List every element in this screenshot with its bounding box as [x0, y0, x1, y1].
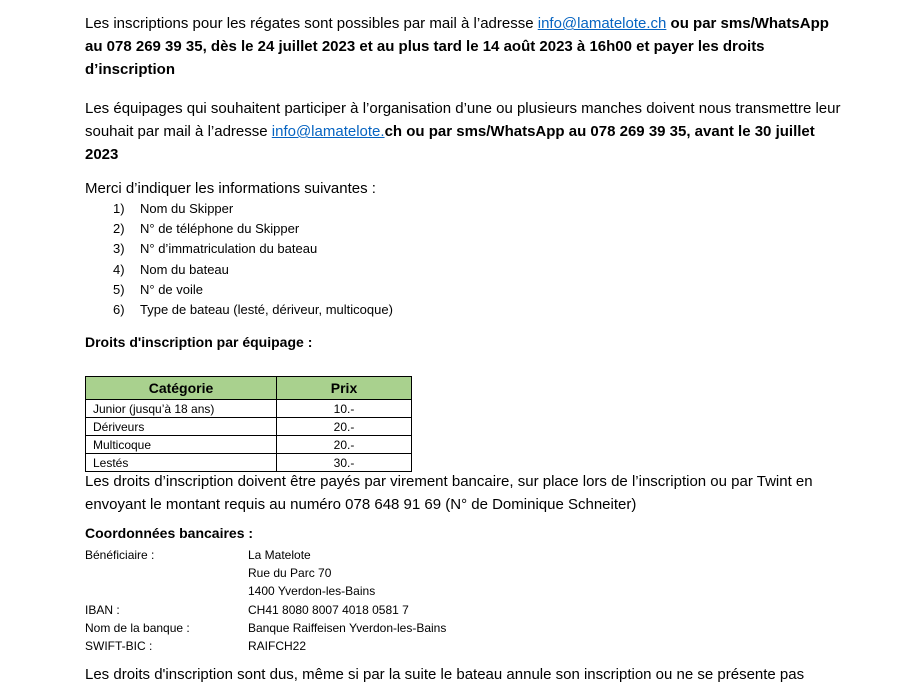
- beneficiary-row: [85, 546, 446, 564]
- iban-value: CH41 8080 8007 4018 0581 7: [248, 602, 409, 617]
- iban-label: IBAN :: [85, 602, 120, 617]
- registration-paragraph: [85, 12, 845, 81]
- organisation-bold-text: ch ou par sms/WhatsApp au 078 269 39 35, avant le 30 juillet 2023: [85, 123, 815, 163]
- info-list: [113, 199, 393, 320]
- registration-bold-text: ou par sms/WhatsApp au 078 269 39 35, dès le 24 juillet 2023 et au plus tard le 14 août 2023 à 16h00 et payer les droits d’inscription: [85, 15, 829, 78]
- category-cell: Lestés: [86, 454, 277, 472]
- price-column-header: Prix: [277, 377, 412, 400]
- list-item: 1) Nom du Skipper: [113, 201, 234, 216]
- list-item: 2) N° de téléphone du Skipper: [113, 221, 300, 237]
- iban-row: [85, 601, 446, 619]
- table-header-row: [86, 377, 412, 400]
- beneficiary-name: La Matelote: [248, 548, 311, 562]
- info-request-text: Merci d’indiquer les informations suivantes :: [85, 180, 376, 197]
- category-cell: Multicoque: [86, 436, 277, 454]
- fees-table: [85, 376, 412, 472]
- bank-details: [85, 546, 446, 655]
- price-cell: 20.-: [277, 436, 412, 454]
- bank-heading: Coordonnées bancaires :: [85, 525, 254, 541]
- beneficiary-city-row: [85, 582, 446, 600]
- organisation-paragraph: [85, 97, 845, 166]
- table-row: [86, 436, 412, 454]
- beneficiary-city: 1400 Yverdon-les-Bains: [248, 584, 376, 599]
- list-item: 6) Type de bateau (lesté, dériveur, multicoque): [113, 302, 393, 318]
- category-column-header: Catégorie: [86, 377, 277, 400]
- registration-text: Les inscriptions pour les régates sont possibles par mail à l’adresse: [85, 15, 538, 32]
- bank-name-row: [85, 619, 446, 637]
- list-item: 4) Nom du bateau: [113, 261, 229, 277]
- price-cell: 20.-: [277, 418, 412, 436]
- payment-paragraph: Les droits d’inscription doivent être payés par virement bancaire, sur place lors de l’inscription ou par Twint en envoyant le montant requis au numéro 078 648 91 69 (N° de Dominique Schneiter): [85, 473, 813, 513]
- list-item: 5) N° de voile: [113, 281, 204, 297]
- email-link-2[interactable]: info@lamatelote.: [271, 123, 385, 140]
- swift-label: SWIFT-BIC :: [85, 639, 153, 654]
- table-row: [86, 400, 412, 418]
- table-row: [86, 454, 412, 472]
- bank-name-value: Banque Raiffeisen Yverdon-les-Bains: [248, 620, 447, 635]
- price-cell: 10.-: [277, 400, 412, 418]
- beneficiary-street: Rue du Parc 70: [248, 566, 332, 581]
- beneficiary-label: Bénéficiaire :: [85, 548, 155, 562]
- swift-row: [85, 637, 446, 655]
- category-cell: Junior (jusqu’à 18 ans): [86, 400, 277, 418]
- table-row: [86, 418, 412, 436]
- bank-name-label: Nom de la banque :: [85, 620, 190, 635]
- fees-heading: Droits d'inscription par équipage :: [85, 334, 313, 350]
- category-cell: Dériveurs: [86, 418, 277, 436]
- cancellation-paragraph: Les droits d'inscription sont dus, même si par la suite le bateau annule son inscription ou ne se présente pas: [85, 666, 805, 683]
- organisation-text: Les équipages qui souhaitent participer à l’organisation d’une ou plusieurs manches doivent nous transmettre leur souhait par mail à l’adresse: [85, 100, 841, 140]
- swift-value: RAIFCH22: [248, 639, 307, 654]
- beneficiary-street-row: [85, 564, 446, 582]
- price-cell: 30.-: [277, 454, 412, 472]
- email-link[interactable]: info@lamatelote.ch: [537, 15, 667, 32]
- list-item: 3) N° d’immatriculation du bateau: [113, 241, 318, 257]
